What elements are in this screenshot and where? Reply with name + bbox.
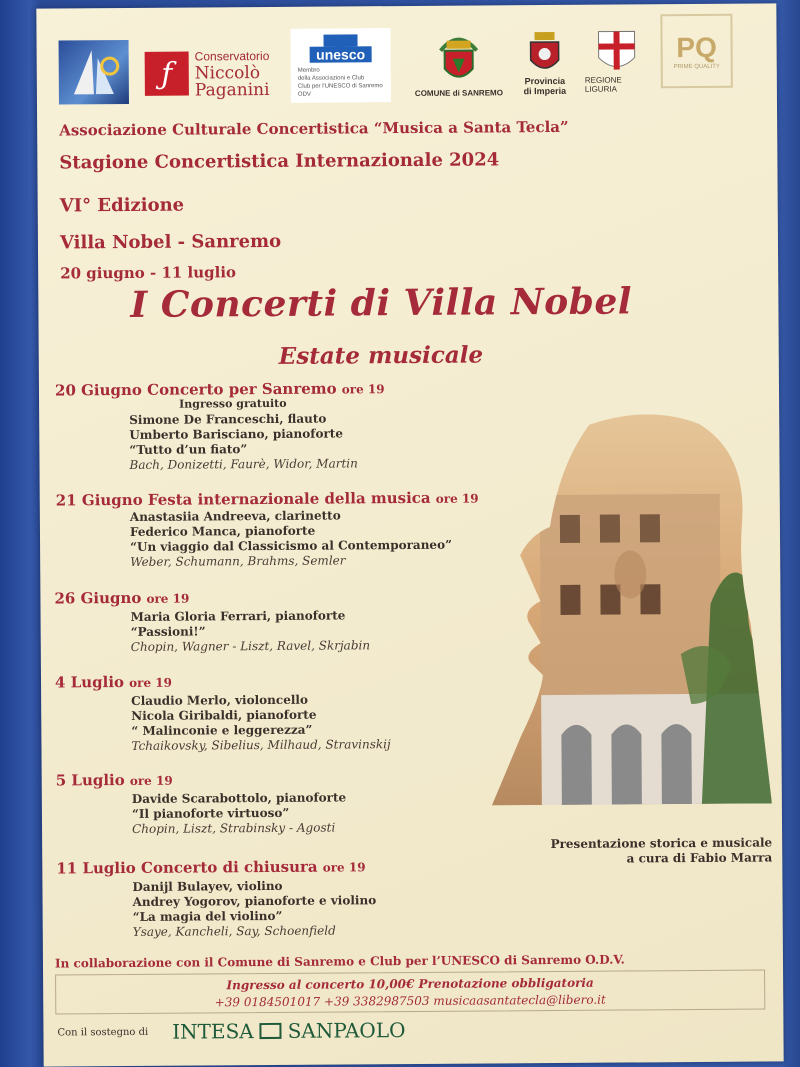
program-title: “Tutto d’un fiato” bbox=[129, 442, 248, 457]
conservatorio-label: Conservatorio bbox=[194, 48, 270, 63]
composers: Bach, Donizetti, Faurè, Widor, Martin bbox=[129, 456, 358, 472]
sail-logo bbox=[59, 40, 129, 104]
performer: Nicola Giribaldi, pianoforte bbox=[131, 707, 317, 723]
association-name: Associazione Culturale Concertistica “Musica a Santa Tecla” bbox=[59, 117, 569, 140]
performer: Davide Scarabottolo, pianoforte bbox=[131, 790, 347, 806]
event-2 bbox=[56, 488, 479, 510]
liguria-label: REGIONE LIGURIA bbox=[584, 75, 622, 94]
event-title: 4 Luglio bbox=[54, 673, 125, 692]
event-time: ore 19 bbox=[129, 675, 173, 690]
collaboration-note: In collaborazione con il Comune di Sanremo e Club per l’UNESCO di Sanremo O.D.V. bbox=[54, 952, 625, 971]
unesco-logo bbox=[290, 28, 391, 103]
presentation-line-1: Presentazione storica e musicale bbox=[550, 835, 773, 852]
sail-icon bbox=[64, 44, 124, 100]
sponsor-intesa: INTESA bbox=[172, 1019, 254, 1044]
sanremo-crest-icon bbox=[430, 30, 486, 88]
presentation-line-2: a cura di Fabio Marra bbox=[626, 850, 773, 866]
prime-quality-logo bbox=[660, 14, 733, 89]
program-title: “Un viaggio dal Classicismo al Contemporaneo” bbox=[130, 537, 453, 554]
composers: Tchaikovsky, Sibelius, Milhaud, Stravinskij bbox=[131, 737, 391, 753]
composers: Weber, Schumann, Brahms, Semler bbox=[130, 553, 346, 569]
event-title: 20 Giugno Concerto per Sanremo bbox=[54, 379, 337, 400]
composers: Chopin, Liszt, Strabinsky - Agosti bbox=[131, 820, 336, 836]
villa-silhouette-illustration bbox=[479, 403, 772, 805]
performer: Anastasiia Andreeva, clarinetto bbox=[129, 508, 341, 524]
imperia-label-1: Provincia bbox=[524, 75, 566, 87]
event-note: Ingresso gratuito bbox=[179, 396, 287, 411]
program-title: “Il pianoforte virtuoso” bbox=[131, 805, 290, 821]
main-title: I Concerti di Villa Nobel bbox=[130, 280, 633, 326]
event-1 bbox=[55, 378, 385, 399]
pq-label: PRIME QUALITY bbox=[673, 63, 720, 71]
event-time: ore 19 bbox=[322, 860, 366, 875]
presentation-note bbox=[512, 835, 772, 867]
event-title: 11 Luglio Concerto di chiusura bbox=[56, 857, 318, 878]
villa-portrait-image bbox=[479, 403, 772, 805]
composers: Ysaye, Kancheli, Say, Schoenfield bbox=[132, 923, 336, 939]
pq-mark: PQ bbox=[676, 31, 717, 64]
event-6 bbox=[56, 856, 365, 877]
event-time: ore 19 bbox=[129, 773, 173, 788]
season-title: Stagione Concertistica Internazionale 2024 bbox=[59, 149, 500, 174]
performer: Andrey Yogorov, pianoforte e violino bbox=[132, 893, 377, 909]
contact-info: +39 0184501017 +39 3382987503 musicaasantatecla@libero.it bbox=[214, 992, 606, 1010]
unesco-sub-3: Club per l'UNESCO di Sanremo ODV bbox=[297, 83, 383, 98]
imperia-logo bbox=[512, 23, 577, 103]
imperia-label-2: di Imperia bbox=[523, 85, 567, 97]
liguria-crest-icon bbox=[594, 27, 638, 75]
edition-label: VI° Edizione bbox=[59, 194, 185, 217]
event-title: 5 Luglio bbox=[55, 770, 125, 790]
event-time: ore 19 bbox=[435, 491, 479, 506]
performer: Umberto Barisciano, pianoforte bbox=[129, 426, 343, 442]
sponsor-row bbox=[57, 1018, 405, 1044]
sanremo-logo bbox=[410, 23, 507, 104]
conservatorio-icon: ƒ bbox=[145, 52, 189, 96]
date-range: 20 giugno - 11 luglio bbox=[60, 263, 237, 283]
performer: Simone De Franceschi, flauto bbox=[129, 411, 327, 427]
liguria-logo bbox=[584, 20, 649, 100]
event-title: 26 Giugno bbox=[54, 588, 142, 608]
performer: Federico Manca, pianoforte bbox=[129, 523, 316, 539]
program-title: “La magia del violino” bbox=[132, 908, 283, 924]
composers: Chopin, Wagner - Liszt, Ravel, Skrjabin bbox=[130, 638, 371, 654]
conservatorio-name-1: Niccolò bbox=[194, 62, 261, 83]
sanremo-label: COMUNE di SANREMO bbox=[414, 87, 503, 98]
sponsor-bank-icon bbox=[260, 1023, 282, 1039]
venue-label: Villa Nobel - Sanremo bbox=[59, 230, 282, 254]
unesco-sub-2: della Associazioni e Club bbox=[297, 75, 365, 82]
program-title: “ Malinconie e leggerezza” bbox=[131, 722, 313, 738]
ticket-box bbox=[55, 970, 765, 1015]
conservatorio-logo bbox=[145, 45, 275, 102]
sponsor-prefix: Con il sostegno di bbox=[57, 1026, 149, 1038]
sponsor-sanpaolo: SANPAOLO bbox=[287, 1018, 406, 1043]
event-5 bbox=[56, 770, 173, 790]
event-3 bbox=[54, 588, 189, 608]
event-4 bbox=[55, 672, 172, 692]
event-time: ore 19 bbox=[341, 382, 385, 397]
performer: Danijl Bulayev, violino bbox=[132, 878, 283, 894]
subtitle: Estate musicale bbox=[278, 341, 484, 370]
event-title: 21 Giugno Festa internazionale della musica bbox=[55, 488, 431, 510]
performer: Claudio Merlo, violoncello bbox=[131, 692, 308, 708]
event-time: ore 19 bbox=[146, 591, 190, 606]
unesco-temple-icon bbox=[324, 34, 358, 46]
performer: Maria Gloria Ferrari, pianoforte bbox=[130, 608, 346, 624]
program-title: “Passioni!” bbox=[130, 624, 206, 639]
unesco-sub-1: Membro bbox=[297, 67, 320, 74]
concert-poster bbox=[36, 3, 783, 1066]
unesco-title: unesco bbox=[310, 46, 371, 62]
conservatorio-name-2: Paganini bbox=[194, 79, 270, 100]
imperia-crest-icon bbox=[524, 30, 564, 76]
ticket-info: Ingresso al concerto 10,00€ Prenotazione obbligatoria bbox=[226, 975, 594, 993]
